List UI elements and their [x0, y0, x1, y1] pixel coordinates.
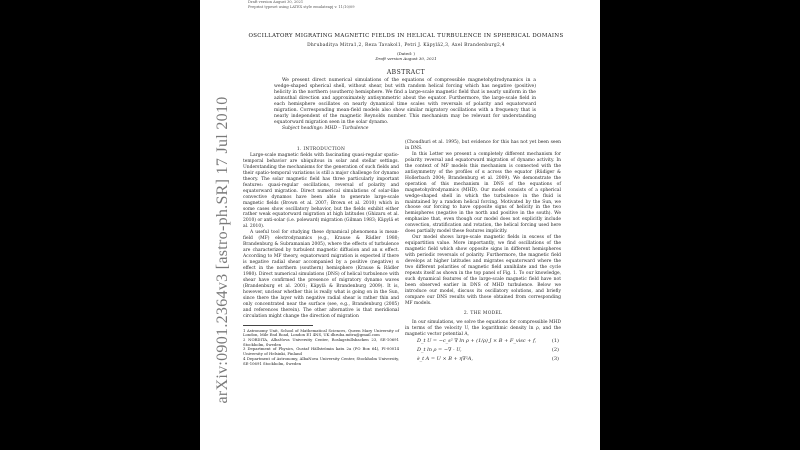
author-list: Dhrubaditya Mitra1,2, Reza Tavakol1, Petri J. Käpylä2,3, Axel Brandenburg2,4: [307, 43, 505, 48]
right-paragraph-2: In this Letter we present a completely different mechanism for polarity reversal and equatorward migration of dynamo activity. In the context of MF models this mechanism is connected with the antisymmetry of the profiles of α across the equator (Rüdiger & Hollerbach 2004; Brandenburg et al. 2009). We demonstrate the operation of this mechanism in DNS of the equations of magnetohydrodynamics (MHD). Our model consists of a spherical wedge-shaped shell in which the turbulence in the fluid is maintained by a random helical forcing. Motivated by the Sun, we choose our forcing to have opposite signs of helicity in the two hemispheres (negative in the north and positive in the south). We emphasize that, even though our model does not explicitly include convection, stratification and rotation, the helical forcing used here does partially model these features implicitly.: [405, 151, 561, 235]
equation-1-number: (1): [551, 337, 559, 344]
equation-2-number: (2): [551, 346, 559, 353]
right-paragraph-1: (Choudhuri et al. 1995), but evidence for this has not yet been seen in DNS.: [405, 140, 561, 151]
right-paragraph-4: In our simulations, we solve the equations for compressible MHD in terms of the velocity U, the logarithmic density ln ρ, and the magnetic vector potential A,: [405, 319, 561, 337]
abstract-heading: ABSTRACT: [386, 69, 426, 76]
intro-paragraph-1: Large-scale magnetic fields with fascinating quasi-regular spatio-temporal behavior are ubiquitous in solar and stellar settings. Understanding the mechanisms for the generation of such fields and their spatio-temporal variations is still a major challenge for dynamo theory. The solar magnetic field has three particularly important features: quasi-regular oscillations, reversal of polarity and equatorward migration. Direct numerical simulations of solar-like convective dynamos have been able to generate large-scale magnetic fields (Brown et al. 2007; Brown et al. 2010) which in some cases show oscillatory behavior, but the fields exhibit either rather weak equatorward migration at high latitudes (Ghizaru et al. 2010) or anti-solar (i.e. poleward) migration (Gilman 1983; Käpylä et al. 2010).: [243, 152, 399, 230]
dated-line: (Dated: ): [397, 51, 415, 56]
draft-version-subtitle: Draft version August 30, 2021: [375, 56, 437, 61]
equation-2: [405, 347, 561, 356]
draft-version-line: Draft version August 30, 2021: [248, 0, 304, 4]
model-heading: 2. THE MODEL: [463, 310, 503, 316]
paper-page: [200, 0, 600, 450]
left-column: [243, 147, 399, 366]
equation-3-text: ∂_t A = U × B + η∇²A,: [417, 355, 473, 362]
footnote-1: 1 Astronomy Unit, School of Mathematical Sciences, Queen Mary University of London, Mile End Road, London E1 4NS, UK dhruba.mitra@gmail.com: [243, 327, 399, 338]
subject-headings: Subject headings: MHD – Turbulence: [282, 126, 369, 132]
equation-3-number: (3): [551, 355, 559, 362]
right-column: [405, 140, 561, 365]
footnote-2: 2 NORDITA, AlbaNova University Center, Roslagstullsbacken 23, SE-10691 Stockholm, Sweden: [243, 337, 399, 347]
equation-1-text: D_t U = −c_s² ∇ ln ρ + (1/ρ) J × B + F_visc + f,: [417, 337, 537, 344]
abstract-body: [274, 78, 536, 132]
introduction-heading: 1. INTRODUCTION: [296, 147, 346, 152]
footnote-3: 3 Department of Physics, Gustaf Hällströmin katu 2a (PO Box 64), FI-00014 University of Helsinki, Finland: [243, 346, 399, 357]
footnote-rule: [243, 325, 313, 326]
arxiv-stamp-text: arXiv:0901.2364v3 [astro-ph.SR] 17 Jul 2010: [214, 96, 231, 404]
equation-1: [405, 338, 561, 347]
preprint-line: Preprint typeset using LATEX style emulateapj v. 11/10/09: [248, 5, 355, 9]
footnote-4: 4 Department of Astronomy, AlbaNova University Center, Stockholm University, SE-10691 Stockholm, Sweden: [243, 355, 399, 366]
arxiv-stamp: [212, 80, 234, 420]
intro-paragraph-2: A useful tool for studying these dynamical phenomena is mean-field (MF) electrodynamics (e.g., Krause & Rädler 1980; Brandenburg & Subramanian 2005), where the effects of turbulence are characterized by turbulent magnetic diffusion and an α effect. According to MF theory, equatorward migration is expected if there is negative radial shear accompanied by a positive (negative) α effect in the northern (southern) hemisphere (Krause & Rädler 1980). Direct numerical simulations (DNS) of helical turbulence with shear have confirmed the presence of migratory dynamo waves (Brandenburg et al. 2001; Käpylä & Brandenburg 2009). It is, however, unclear whether this is really what is going on in the Sun, since there the layer with negative radial shear is rather thin and only concentrated near the surface (see, e.g., Brandenburg (2005) and references therein). The other alternative is that meridional circulation might change the direction of migration: [243, 230, 399, 319]
page-header: [248, 0, 355, 10]
equation-3: [405, 356, 561, 365]
abstract-text: We present direct numerical simulations of the equations of compressible magnetohydrodynamics in a wedge-shaped spherical shell, without shear, but with random helical forcing which has negative (positive) helicity in the northern (southern) hemisphere. We find a large-scale magnetic field that is nearly uniform in the azimuthal direction and approximately antisymmetric about the equator. Furthermore, the large-scale field in each hemisphere oscillates on nearly dynamical time scales with reversals of polarity and equatorward migration. Corresponding mean-field models also show similar migratory oscillations with a frequency that is nearly independent of the magnetic Reynolds number. This mechanism may be relevant for understanding equatorward migration seen in the solar dynamo.: [274, 78, 536, 126]
equation-2-text: D_t ln ρ = −∇ · U,: [417, 346, 462, 353]
paper-title: OSCILLATORY MIGRATING MAGNETIC FIELDS IN HELICAL TURBULENCE IN SPHERICAL DOMAINS: [248, 33, 564, 39]
right-paragraph-3: Our model shows large-scale magnetic fields in excess of the equipartition value. More importantly, we find oscillations of the magnetic field which show opposite signs in different hemispheres with periodic reversals of polarity. Furthermore, the magnetic field develops at higher latitudes and migrates equatorward where the two different polarities of magnetic field annihilate and the cycle repeats itself as shown in the top panel of Fig. 1. To our knowledge, such dynamical features of the large-scale magnetic field have not been observed earlier in DNS of MHD turbulence. Below we introduce our model, discuss its oscillatory solutions, and briefly compare our DNS results with those obtained from corresponding MF models.: [405, 235, 561, 306]
